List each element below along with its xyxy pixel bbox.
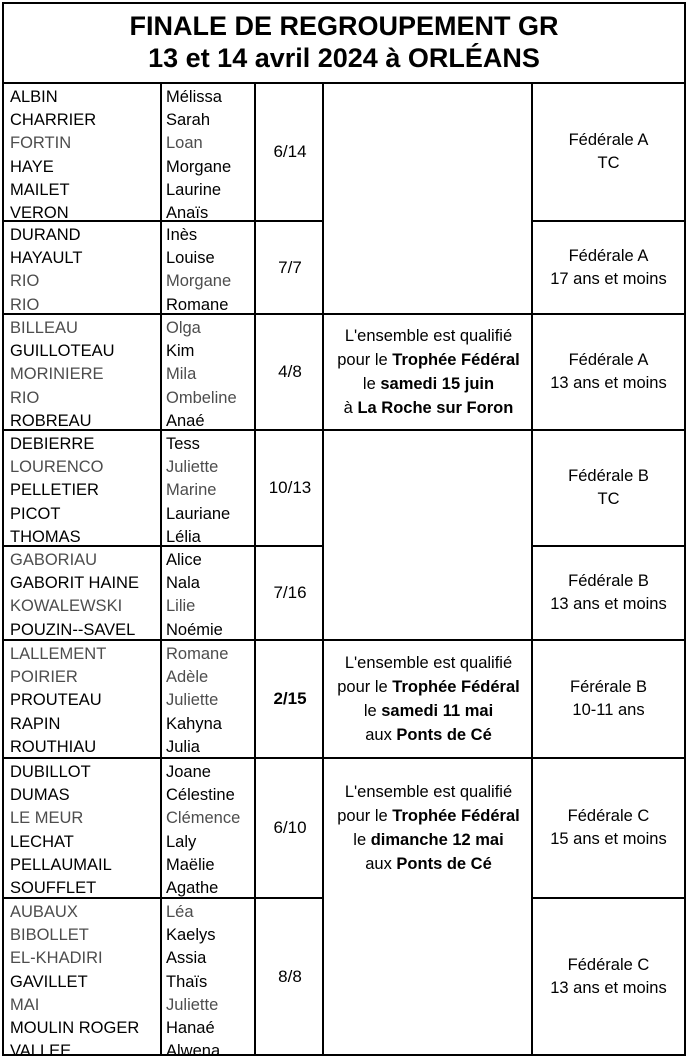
results-sheet <box>2 2 686 1061</box>
note-text-part: aux <box>365 855 397 873</box>
member-last-name: HAYAULT <box>10 249 83 268</box>
member-last-name: RIO <box>10 295 40 314</box>
group-category <box>533 315 684 429</box>
member-first-name: Juliette <box>166 458 219 477</box>
member-last-name: DURAND <box>10 226 81 244</box>
member-last-name: VALLEE <box>10 1042 72 1061</box>
note-text-part: le <box>362 375 381 393</box>
member-last-name: ROBREAU <box>10 411 92 430</box>
note-emphasis: Trophée Fédéral <box>392 351 520 369</box>
group-first-names <box>166 86 254 222</box>
group-score <box>256 759 324 897</box>
member-first-name: Kaelys <box>166 926 216 945</box>
group-last-names <box>10 643 160 759</box>
score-value: 7/7 <box>278 257 302 277</box>
member-last-name: MORINIERE <box>10 365 104 384</box>
group-score <box>256 84 324 220</box>
category-text <box>550 245 666 291</box>
group-first-names <box>166 549 254 641</box>
member-first-name: Léa <box>166 903 194 921</box>
member-last-name: FORTIN <box>10 134 72 153</box>
note-text-part: L'ensemble est qualifié <box>344 327 513 345</box>
note-text <box>337 651 520 747</box>
group-category <box>533 431 684 545</box>
column-divider <box>322 84 324 1054</box>
member-last-name: GABORIAU <box>10 551 98 569</box>
score-value: 10/13 <box>268 478 312 497</box>
note-line <box>337 723 520 747</box>
note-text-part: L'ensemble est qualifié <box>344 783 513 801</box>
member-last-name: GABORIT HAINE <box>10 574 139 593</box>
category-text <box>570 676 647 722</box>
note-line <box>337 852 520 876</box>
group-first-names <box>166 433 254 547</box>
member-first-name: Hanaé <box>166 1019 215 1038</box>
group-last-names <box>10 761 160 899</box>
member-last-name: MOULIN ROGER <box>10 1019 140 1038</box>
note-text-part: le <box>353 831 371 849</box>
column-divider <box>531 84 533 1054</box>
category-line: 13 ans et moins <box>550 595 667 613</box>
member-first-name: Anaé <box>166 411 205 430</box>
qualification-note <box>324 759 533 897</box>
member-first-name: Louise <box>166 249 215 268</box>
group-last-names <box>10 433 160 547</box>
member-first-name: Joane <box>166 763 211 781</box>
group-first-names <box>166 317 254 431</box>
member-first-name: Anaïs <box>166 204 209 223</box>
member-last-name: POUZIN--SAVEL <box>10 620 136 639</box>
note-emphasis: samedi 11 mai <box>381 702 494 720</box>
member-last-name: DUBILLOT <box>10 763 91 781</box>
member-first-name: Agathe <box>166 879 219 898</box>
member-last-name: CHARRIER <box>10 111 97 130</box>
member-first-name: Morgane <box>166 157 232 176</box>
member-first-name: Thaïs <box>166 972 208 991</box>
note-line <box>337 348 520 372</box>
category-line: Fédérale B <box>568 572 649 590</box>
category-line: Fédérale C <box>567 955 650 974</box>
category-line: Fédérale A <box>568 351 649 369</box>
member-last-name: LE MEUR <box>10 809 84 828</box>
category-text <box>569 129 649 175</box>
qualification-note <box>324 641 533 757</box>
member-last-name: PROUTEAU <box>10 691 102 710</box>
group-category <box>533 84 684 220</box>
member-first-name: Olga <box>166 319 201 337</box>
score-value: 6/10 <box>273 818 307 837</box>
note-emphasis: Trophée Fédéral <box>392 807 520 825</box>
member-first-name: Alwena <box>166 1042 221 1061</box>
member-last-name: ROUTHIAU <box>10 737 97 756</box>
member-first-name: Laly <box>166 832 197 851</box>
category-line: Férérale B <box>569 678 648 696</box>
group-score <box>256 641 324 757</box>
note-line <box>337 804 520 828</box>
member-first-name: Célestine <box>166 786 235 805</box>
member-last-name: RIO <box>10 272 40 291</box>
category-text <box>550 954 666 1000</box>
member-last-name: THOMAS <box>10 527 81 546</box>
member-first-name: Romane <box>166 295 229 314</box>
note-text-part: pour le <box>337 807 393 825</box>
note-line <box>337 675 520 699</box>
group-first-names <box>166 643 254 759</box>
column-divider <box>160 84 162 1054</box>
member-last-name: DEBIERRE <box>10 435 95 453</box>
column-divider <box>254 84 256 1054</box>
group-score <box>256 899 324 1054</box>
group-category <box>533 547 684 639</box>
member-first-name: Mila <box>166 365 197 384</box>
member-first-name: Noémie <box>166 620 223 639</box>
note-line <box>337 651 520 675</box>
note-text-part: pour le <box>337 678 393 696</box>
note-line <box>337 324 520 348</box>
member-first-name: Lélia <box>166 527 201 546</box>
score-value: 8/8 <box>278 966 302 986</box>
category-line: TC <box>597 490 620 508</box>
group-score <box>256 315 324 429</box>
member-last-name: MAI <box>10 995 40 1014</box>
member-last-name: MAILET <box>10 180 70 199</box>
note-emphasis: Ponts de Cé <box>396 855 492 873</box>
note-text <box>337 324 520 420</box>
merged-cell-mask <box>324 896 531 901</box>
member-first-name: Clémence <box>166 809 241 828</box>
note-text <box>337 780 520 876</box>
group-category <box>533 759 684 897</box>
note-line <box>337 780 520 804</box>
category-line: 10-11 ans <box>572 701 645 719</box>
qualification-note <box>324 315 533 429</box>
group-first-names <box>166 761 254 899</box>
member-last-name: EL-KHADIRI <box>10 949 103 968</box>
category-line: 13 ans et moins <box>550 374 667 392</box>
member-last-name: DUMAS <box>10 786 70 805</box>
member-first-name: Lauriane <box>166 504 231 523</box>
member-first-name: Alice <box>166 551 202 569</box>
member-last-name: RAPIN <box>10 714 61 733</box>
group-score <box>256 222 324 313</box>
group-category <box>533 222 684 313</box>
member-last-name: RIO <box>10 388 40 407</box>
member-first-name: Nala <box>166 574 200 593</box>
member-first-name: Juliette <box>166 691 219 710</box>
note-emphasis: samedi 15 juin <box>380 375 495 393</box>
member-first-name: Juliette <box>166 995 219 1014</box>
member-last-name: GUILLOTEAU <box>10 342 115 361</box>
member-last-name: LECHAT <box>10 832 74 851</box>
member-last-name: PICOT <box>10 504 61 523</box>
member-last-name: VERON <box>10 204 69 223</box>
category-text <box>550 349 666 395</box>
score-value: 7/16 <box>273 583 307 602</box>
title-line-2: 13 et 14 avril 2024 à ORLÉANS <box>148 43 540 73</box>
member-last-name: SOUFFLET <box>10 879 97 898</box>
score-value: 4/8 <box>278 362 302 381</box>
category-line: Fédérale B <box>568 467 649 485</box>
category-line: 13 ans et moins <box>550 978 667 997</box>
member-last-name: LOURENCO <box>10 458 104 477</box>
category-text <box>550 570 666 616</box>
score-value: 2/15 <box>273 689 307 708</box>
score-value: 6/14 <box>273 142 307 161</box>
category-line: 15 ans et moins <box>550 830 667 848</box>
member-last-name: PELLETIER <box>10 481 99 500</box>
member-first-name: Romane <box>166 645 229 663</box>
group-category <box>533 899 684 1054</box>
member-first-name: Adèle <box>166 668 209 687</box>
member-last-name: KOWALEWSKI <box>10 597 123 616</box>
note-text-part: L'ensemble est qualifié <box>344 654 513 672</box>
note-line <box>337 372 520 396</box>
page-title <box>4 4 684 84</box>
note-line <box>337 699 520 723</box>
member-first-name: Assia <box>166 949 207 968</box>
member-last-name: HAYE <box>10 157 54 176</box>
member-last-name: ALBIN <box>10 88 58 106</box>
note-text-part: à <box>343 399 358 417</box>
group-last-names <box>10 901 160 1061</box>
member-first-name: Morgane <box>166 272 232 291</box>
category-line: Fédérale A <box>568 246 649 265</box>
title-line-1: FINALE DE REGROUPEMENT GR <box>129 11 559 41</box>
note-text-part: pour le <box>337 351 393 369</box>
member-first-name: Marine <box>166 481 217 500</box>
group-last-names <box>10 224 160 315</box>
merged-cell-mask <box>324 219 531 224</box>
note-text-part: aux <box>365 726 397 744</box>
member-first-name: Lilie <box>166 597 196 616</box>
group-last-names <box>10 317 160 431</box>
category-line: Fédérale A <box>568 131 649 149</box>
member-last-name: PELLAUMAIL <box>10 855 112 874</box>
group-score <box>256 547 324 639</box>
group-score <box>256 431 324 545</box>
note-emphasis: Ponts de Cé <box>396 726 492 744</box>
merged-cell-mask <box>324 544 531 549</box>
member-last-name: BILLEAU <box>10 319 78 337</box>
group-first-names <box>166 901 254 1061</box>
member-first-name: Mélissa <box>166 88 222 106</box>
member-first-name: Maëlie <box>166 855 215 874</box>
group-first-names <box>166 224 254 315</box>
member-last-name: LALLEMENT <box>10 645 107 663</box>
member-first-name: Tess <box>166 435 200 453</box>
note-emphasis: La Roche sur Foron <box>357 399 514 417</box>
note-emphasis: dimanche 12 mai <box>370 831 504 849</box>
group-last-names <box>10 549 160 641</box>
note-emphasis: Trophée Fédéral <box>392 678 520 696</box>
member-first-name: Ombeline <box>166 388 237 407</box>
member-first-name: Kim <box>166 342 195 361</box>
member-first-name: Julia <box>166 737 200 756</box>
note-line <box>337 828 520 852</box>
member-first-name: Laurine <box>166 180 222 199</box>
group-last-names <box>10 86 160 222</box>
member-first-name: Loan <box>166 134 203 153</box>
member-first-name: Sarah <box>166 111 211 130</box>
member-last-name: AUBAUX <box>10 903 78 921</box>
member-last-name: BIBOLLET <box>10 926 89 945</box>
member-first-name: Inès <box>166 226 198 244</box>
category-line: TC <box>597 154 620 172</box>
member-last-name: GAVILLET <box>10 972 88 991</box>
member-last-name: POIRIER <box>10 668 78 687</box>
group-category <box>533 641 684 757</box>
category-line: 17 ans et moins <box>550 269 667 288</box>
member-first-name: Kahyna <box>166 714 222 733</box>
note-text-part: le <box>363 702 382 720</box>
category-text <box>568 465 649 511</box>
note-line <box>337 396 520 420</box>
category-line: Fédérale C <box>567 807 650 825</box>
category-text <box>550 805 666 851</box>
